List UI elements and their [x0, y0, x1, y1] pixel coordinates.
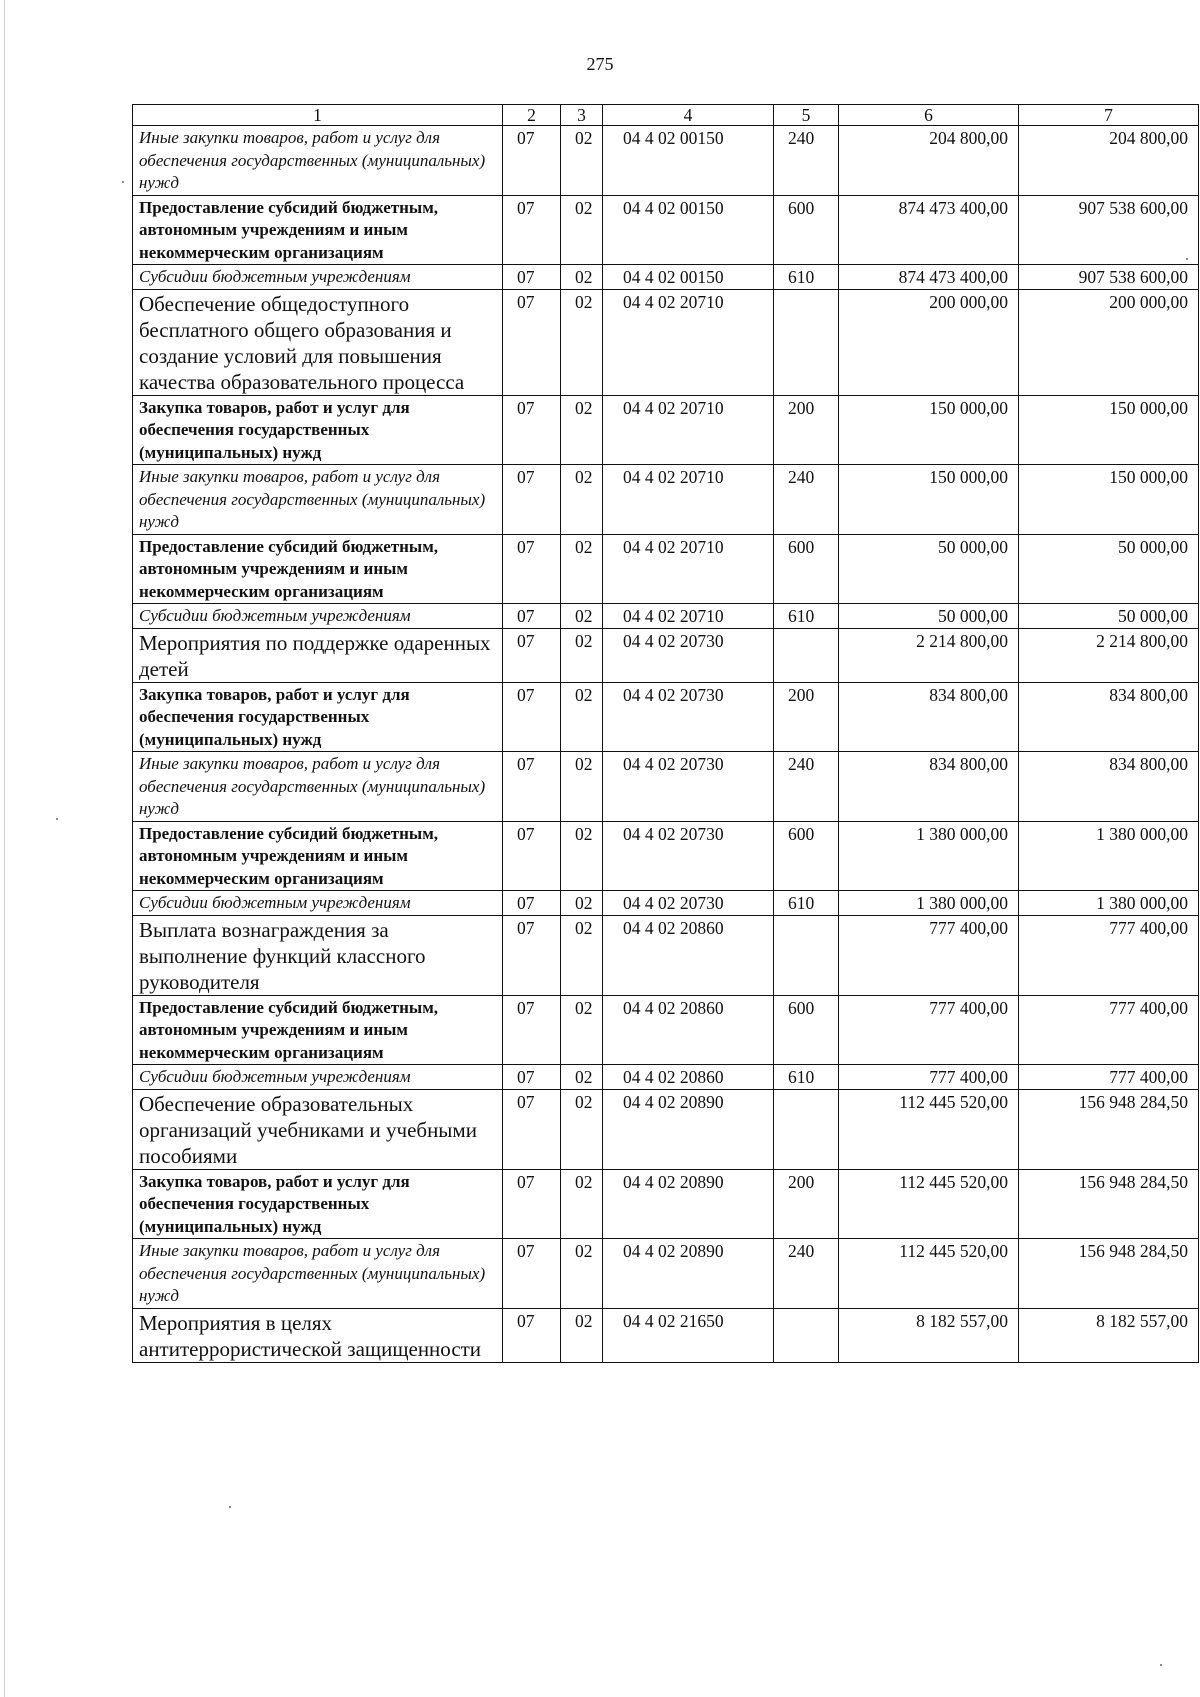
subsection-cell: 02: [561, 821, 603, 891]
table-row: [133, 752, 1199, 822]
budget-table: [132, 104, 1199, 1363]
table-row: [133, 289, 1199, 395]
target-article-cell: 04 4 02 21650: [603, 1308, 774, 1362]
subsection-cell: 02: [561, 915, 603, 995]
section-cell: 07: [503, 534, 561, 604]
amount-year-1-cell: 834 800,00: [839, 682, 1019, 752]
table-row: [133, 682, 1199, 752]
expense-type-cell: 610: [774, 604, 839, 629]
expense-type-cell: 200: [774, 1169, 839, 1239]
header-row: [133, 105, 1199, 126]
amount-year-2-cell: 777 400,00: [1019, 915, 1199, 995]
subsection-cell: 02: [561, 1239, 603, 1309]
table-row: [133, 1239, 1199, 1309]
expense-type-cell: [774, 1089, 839, 1169]
amount-year-2-cell: 156 948 284,50: [1019, 1239, 1199, 1309]
scan-edge-line: [4, 0, 5, 1697]
amount-year-2-cell: 834 800,00: [1019, 682, 1199, 752]
subsection-cell: 02: [561, 195, 603, 265]
expense-type-cell: 600: [774, 821, 839, 891]
section-cell: 07: [503, 821, 561, 891]
subsection-cell: 02: [561, 265, 603, 290]
item-name-cell: Обеспечение общедоступного бесплатного общего образования и создание условий для повышения качества образовательного процесса: [133, 289, 503, 395]
subsection-cell: 02: [561, 1308, 603, 1362]
table-row: [133, 395, 1199, 465]
amount-year-1-cell: 200 000,00: [839, 289, 1019, 395]
item-name-cell: Иные закупки товаров, работ и услуг для обеспечения государственных (муниципальных) нужд: [133, 465, 503, 535]
amount-year-1-cell: 2 214 800,00: [839, 628, 1019, 682]
amount-year-1-cell: 50 000,00: [839, 604, 1019, 629]
subsection-cell: 02: [561, 534, 603, 604]
target-article-cell: 04 4 02 00150: [603, 195, 774, 265]
header-cell-6: 6: [839, 105, 1019, 126]
item-name-cell: Выплата вознаграждения за выполнение функций классного руководителя: [133, 915, 503, 995]
amount-year-1-cell: 874 473 400,00: [839, 195, 1019, 265]
subsection-cell: 02: [561, 604, 603, 629]
section-cell: 07: [503, 604, 561, 629]
amount-year-2-cell: 156 948 284,50: [1019, 1089, 1199, 1169]
section-cell: 07: [503, 265, 561, 290]
amount-year-2-cell: 907 538 600,00: [1019, 265, 1199, 290]
target-article-cell: 04 4 02 20860: [603, 995, 774, 1065]
target-article-cell: 04 4 02 20730: [603, 891, 774, 916]
table-row: [133, 915, 1199, 995]
section-cell: 07: [503, 628, 561, 682]
amount-year-1-cell: 1 380 000,00: [839, 821, 1019, 891]
item-name-cell: Закупка товаров, работ и услуг для обеспечения государственных (муниципальных) нужд: [133, 682, 503, 752]
subsection-cell: 02: [561, 891, 603, 916]
amount-year-2-cell: 834 800,00: [1019, 752, 1199, 822]
amount-year-2-cell: 777 400,00: [1019, 995, 1199, 1065]
subsection-cell: 02: [561, 628, 603, 682]
amount-year-1-cell: 50 000,00: [839, 534, 1019, 604]
target-article-cell: 04 4 02 20730: [603, 682, 774, 752]
header-cell-5: 5: [774, 105, 839, 126]
amount-year-1-cell: 150 000,00: [839, 395, 1019, 465]
table-row: [133, 604, 1199, 629]
item-name-cell: Мероприятия в целях антитеррористической защищенности: [133, 1308, 503, 1362]
amount-year-1-cell: 834 800,00: [839, 752, 1019, 822]
header-cell-7: 7: [1019, 105, 1199, 126]
expense-type-cell: 610: [774, 1065, 839, 1090]
item-name-cell: Иные закупки товаров, работ и услуг для обеспечения государственных (муниципальных) нужд: [133, 126, 503, 196]
scan-speck: [1186, 258, 1188, 260]
amount-year-2-cell: 50 000,00: [1019, 604, 1199, 629]
expense-type-cell: 240: [774, 465, 839, 535]
target-article-cell: 04 4 02 20710: [603, 534, 774, 604]
table-row: [133, 1169, 1199, 1239]
expense-type-cell: 610: [774, 891, 839, 916]
amount-year-1-cell: 1 380 000,00: [839, 891, 1019, 916]
target-article-cell: 04 4 02 20710: [603, 604, 774, 629]
target-article-cell: 04 4 02 20860: [603, 1065, 774, 1090]
amount-year-2-cell: 200 000,00: [1019, 289, 1199, 395]
expense-type-cell: 610: [774, 265, 839, 290]
subsection-cell: 02: [561, 395, 603, 465]
item-name-cell: Закупка товаров, работ и услуг для обеспечения государственных (муниципальных) нужд: [133, 1169, 503, 1239]
target-article-cell: 04 4 02 20730: [603, 628, 774, 682]
header-cell-4: 4: [603, 105, 774, 126]
table-row: [133, 821, 1199, 891]
item-name-cell: Закупка товаров, работ и услуг для обеспечения государственных (муниципальных) нужд: [133, 395, 503, 465]
target-article-cell: 04 4 02 00150: [603, 265, 774, 290]
amount-year-2-cell: 777 400,00: [1019, 1065, 1199, 1090]
subsection-cell: 02: [561, 289, 603, 395]
section-cell: 07: [503, 682, 561, 752]
target-article-cell: 04 4 02 20890: [603, 1089, 774, 1169]
expense-type-cell: [774, 289, 839, 395]
amount-year-2-cell: 50 000,00: [1019, 534, 1199, 604]
subsection-cell: 02: [561, 1169, 603, 1239]
target-article-cell: 04 4 02 20890: [603, 1169, 774, 1239]
target-article-cell: 04 4 02 20860: [603, 915, 774, 995]
section-cell: 07: [503, 752, 561, 822]
item-name-cell: Предоставление субсидий бюджетным, автономным учреждениям и иным некоммерческим организациям: [133, 821, 503, 891]
header-cell-1: 1: [133, 105, 503, 126]
table-row: [133, 126, 1199, 196]
expense-type-cell: 200: [774, 395, 839, 465]
amount-year-2-cell: 156 948 284,50: [1019, 1169, 1199, 1239]
subsection-cell: 02: [561, 995, 603, 1065]
expense-type-cell: 240: [774, 752, 839, 822]
table-row: [133, 628, 1199, 682]
amount-year-1-cell: 777 400,00: [839, 915, 1019, 995]
table-row: [133, 995, 1199, 1065]
section-cell: 07: [503, 1169, 561, 1239]
section-cell: 07: [503, 126, 561, 196]
expense-type-cell: [774, 1308, 839, 1362]
expense-type-cell: 240: [774, 126, 839, 196]
item-name-cell: Иные закупки товаров, работ и услуг для обеспечения государственных (муниципальных) нужд: [133, 752, 503, 822]
table-row: [133, 195, 1199, 265]
amount-year-1-cell: 112 445 520,00: [839, 1089, 1019, 1169]
item-name-cell: Обеспечение образовательных организаций учебниками и учебными пособиями: [133, 1089, 503, 1169]
item-name-cell: Предоставление субсидий бюджетным, автономным учреждениям и иным некоммерческим организациям: [133, 534, 503, 604]
subsection-cell: 02: [561, 752, 603, 822]
amount-year-2-cell: 1 380 000,00: [1019, 891, 1199, 916]
header-cell-3: 3: [561, 105, 603, 126]
expense-type-cell: [774, 628, 839, 682]
expense-type-cell: 240: [774, 1239, 839, 1309]
item-name-cell: Субсидии бюджетным учреждениям: [133, 1065, 503, 1090]
table-row: [133, 891, 1199, 916]
amount-year-1-cell: 150 000,00: [839, 465, 1019, 535]
item-name-cell: Предоставление субсидий бюджетным, автономным учреждениям и иным некоммерческим организациям: [133, 195, 503, 265]
amount-year-2-cell: 150 000,00: [1019, 395, 1199, 465]
amount-year-2-cell: 204 800,00: [1019, 126, 1199, 196]
item-name-cell: Субсидии бюджетным учреждениям: [133, 265, 503, 290]
section-cell: 07: [503, 289, 561, 395]
header-cell-2: 2: [503, 105, 561, 126]
item-name-cell: Субсидии бюджетным учреждениям: [133, 891, 503, 916]
amount-year-1-cell: 204 800,00: [839, 126, 1019, 196]
target-article-cell: 04 4 02 20710: [603, 289, 774, 395]
subsection-cell: 02: [561, 1089, 603, 1169]
section-cell: 07: [503, 395, 561, 465]
target-article-cell: 04 4 02 20890: [603, 1239, 774, 1309]
amount-year-2-cell: 2 214 800,00: [1019, 628, 1199, 682]
target-article-cell: 04 4 02 20710: [603, 465, 774, 535]
subsection-cell: 02: [561, 465, 603, 535]
subsection-cell: 02: [561, 1065, 603, 1090]
amount-year-2-cell: 1 380 000,00: [1019, 821, 1199, 891]
table-row: [133, 1089, 1199, 1169]
table-row: [133, 465, 1199, 535]
target-article-cell: 04 4 02 20710: [603, 395, 774, 465]
target-article-cell: 04 4 02 20730: [603, 752, 774, 822]
amount-year-2-cell: 907 538 600,00: [1019, 195, 1199, 265]
expense-type-cell: 600: [774, 534, 839, 604]
subsection-cell: 02: [561, 126, 603, 196]
amount-year-1-cell: 874 473 400,00: [839, 265, 1019, 290]
budget-table-body: [133, 105, 1199, 1363]
subsection-cell: 02: [561, 682, 603, 752]
expense-type-cell: 200: [774, 682, 839, 752]
amount-year-2-cell: 8 182 557,00: [1019, 1308, 1199, 1362]
scan-speck: [122, 181, 124, 183]
amount-year-1-cell: 777 400,00: [839, 995, 1019, 1065]
table-row: [133, 1065, 1199, 1090]
item-name-cell: Субсидии бюджетным учреждениям: [133, 604, 503, 629]
amount-year-2-cell: 150 000,00: [1019, 465, 1199, 535]
table-row: [133, 534, 1199, 604]
item-name-cell: Иные закупки товаров, работ и услуг для обеспечения государственных (муниципальных) нужд: [133, 1239, 503, 1309]
section-cell: 07: [503, 915, 561, 995]
section-cell: 07: [503, 1089, 561, 1169]
scan-speck: [56, 818, 58, 820]
scan-speck: [229, 1506, 231, 1508]
table-row: [133, 265, 1199, 290]
section-cell: 07: [503, 995, 561, 1065]
target-article-cell: 04 4 02 00150: [603, 126, 774, 196]
scan-speck: [1160, 1664, 1162, 1666]
section-cell: 07: [503, 1308, 561, 1362]
item-name-cell: Мероприятия по поддержке одаренных детей: [133, 628, 503, 682]
expense-type-cell: [774, 915, 839, 995]
section-cell: 07: [503, 1065, 561, 1090]
table-row: [133, 1308, 1199, 1362]
section-cell: 07: [503, 891, 561, 916]
target-article-cell: 04 4 02 20730: [603, 821, 774, 891]
amount-year-1-cell: 112 445 520,00: [839, 1169, 1019, 1239]
page-number: 275: [586, 54, 614, 74]
expense-type-cell: 600: [774, 195, 839, 265]
section-cell: 07: [503, 465, 561, 535]
section-cell: 07: [503, 195, 561, 265]
amount-year-1-cell: 777 400,00: [839, 1065, 1019, 1090]
item-name-cell: Предоставление субсидий бюджетным, автономным учреждениям и иным некоммерческим организациям: [133, 995, 503, 1065]
expense-type-cell: 600: [774, 995, 839, 1065]
amount-year-1-cell: 112 445 520,00: [839, 1239, 1019, 1309]
section-cell: 07: [503, 1239, 561, 1309]
amount-year-1-cell: 8 182 557,00: [839, 1308, 1019, 1362]
